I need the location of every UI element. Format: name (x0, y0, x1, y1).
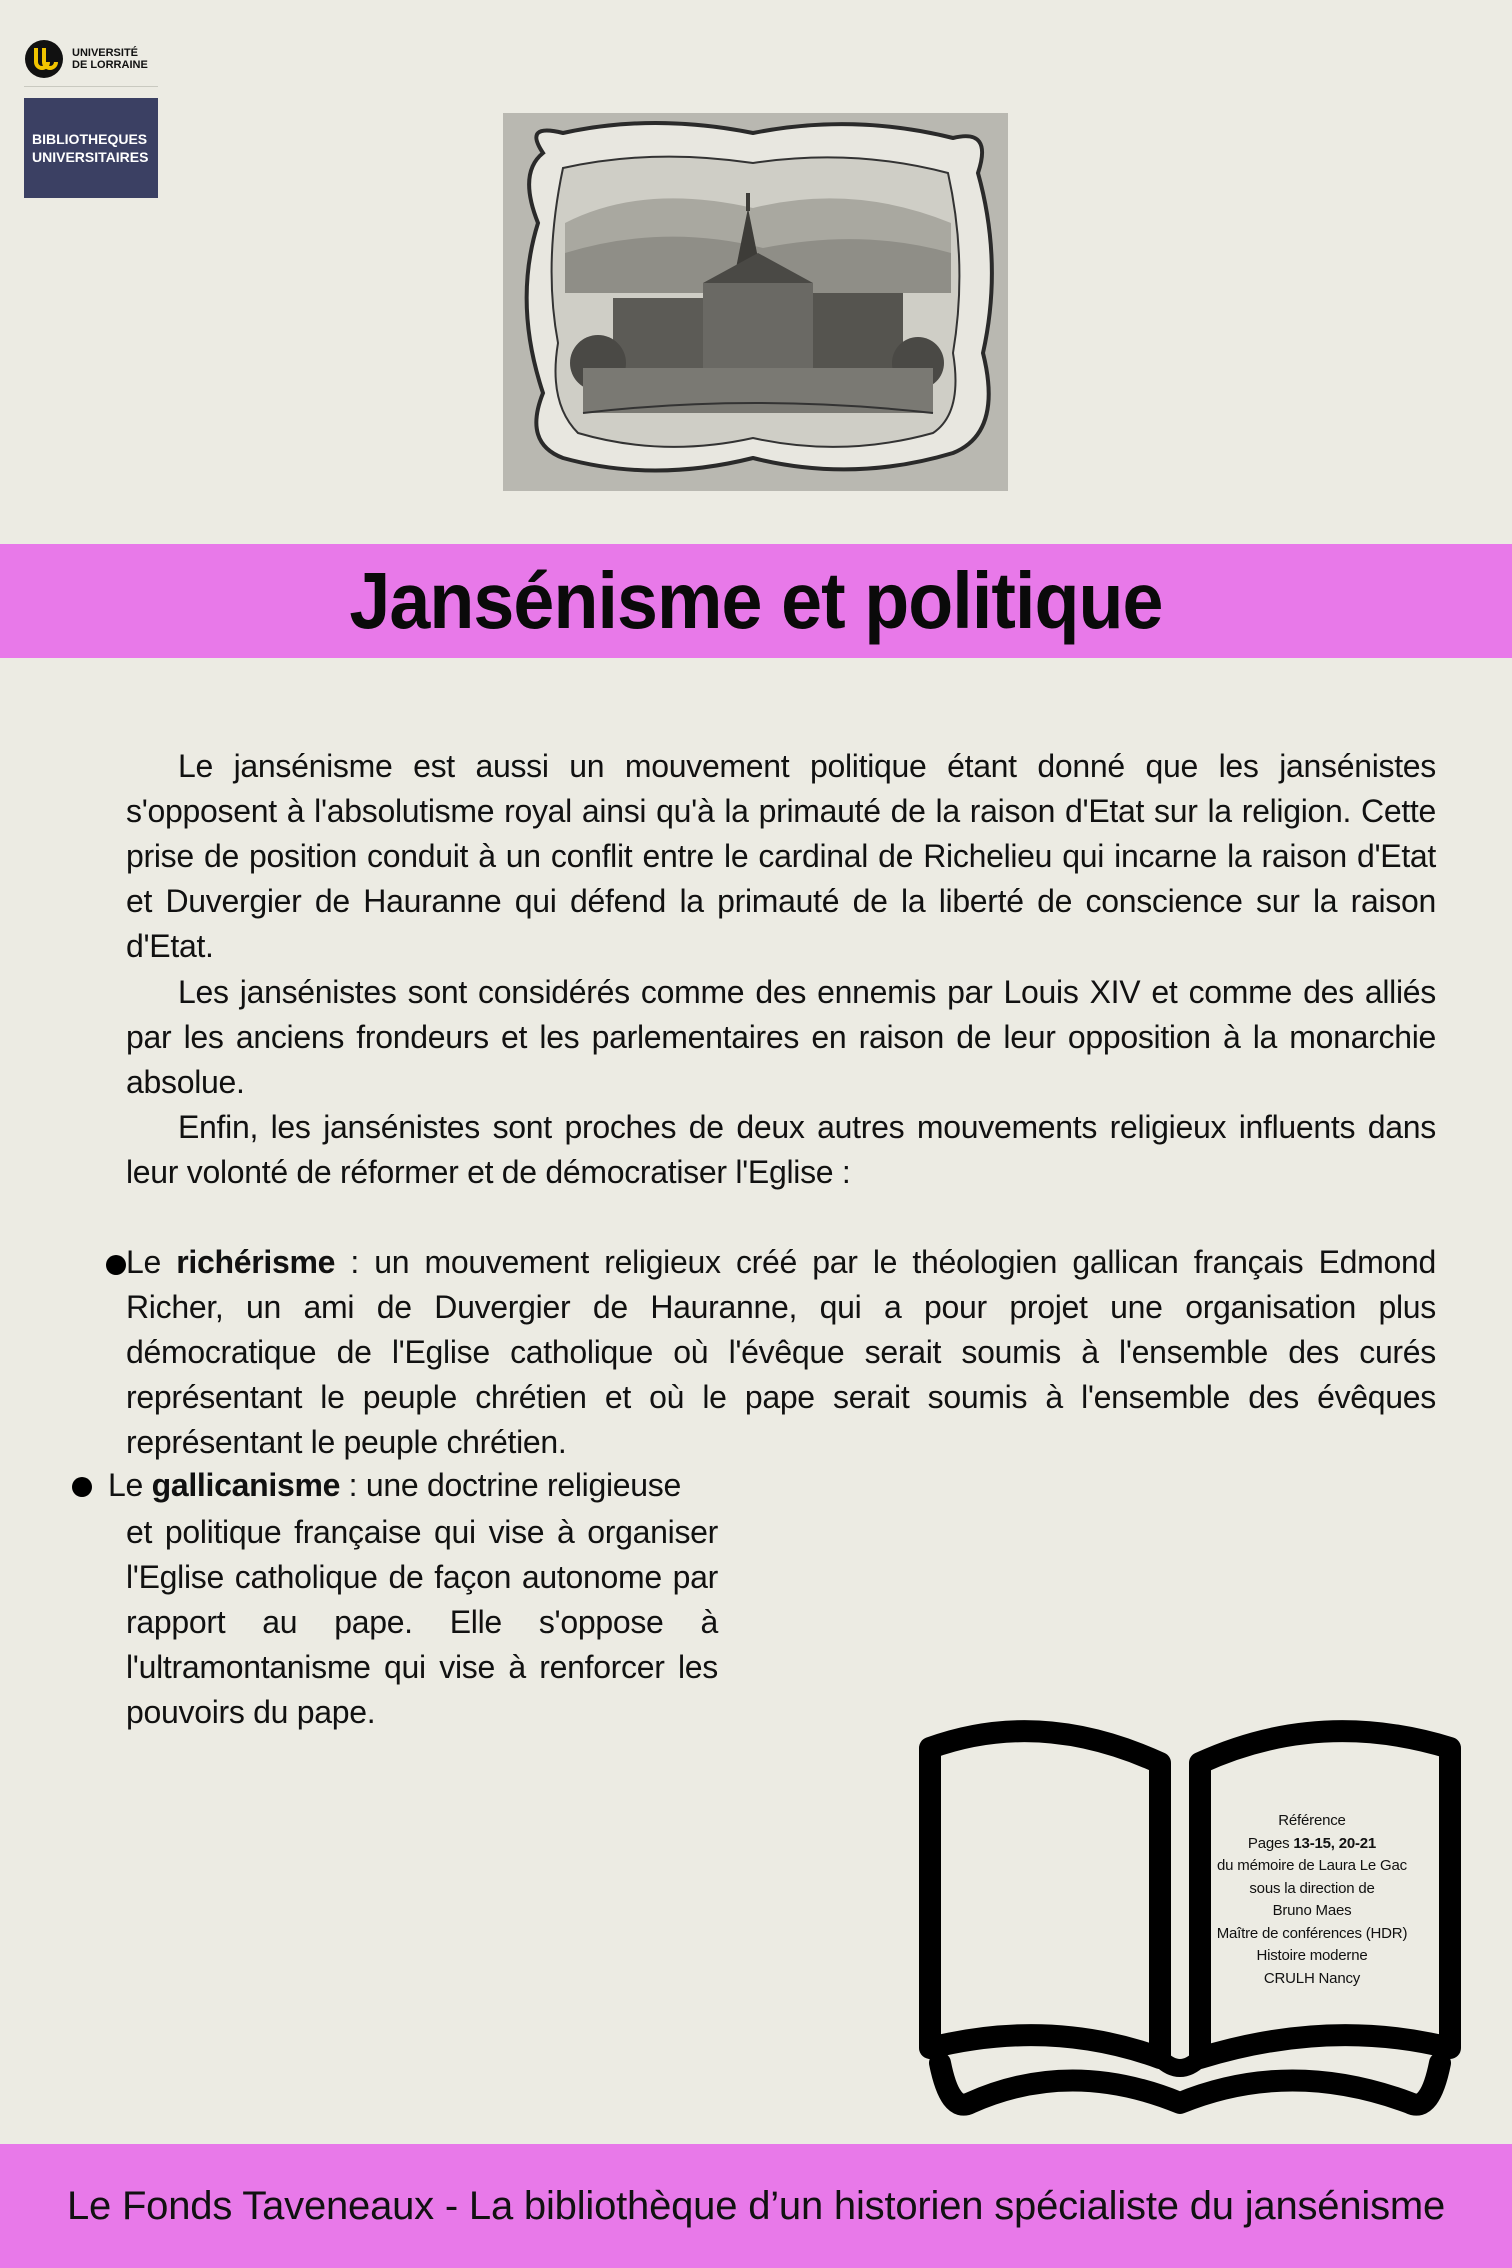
abbey-engraving-image (503, 113, 1008, 491)
reference-pages-value: 13-15, 20-21 (1293, 1834, 1377, 1852)
reference-lab: CRULH Nancy (1263, 1969, 1361, 1987)
paragraph-politique (126, 744, 1436, 969)
reference-director-name: Bruno Maes (1272, 1902, 1352, 1919)
logo-divider (24, 86, 158, 87)
reference-heading: Référence (1278, 1812, 1346, 1829)
bullet-term-richerisme: richérisme (176, 1244, 336, 1280)
paragraph-1-text: Le jansénisme est aussi un mouvement politique étant donné que les jansénistes s'opposent à l'absolutisme royal ainsi qu'à la primauté de la raison d'Etat sur la religion. Cette prise de position conduit à un conflit entre le cardinal de Richelieu qui incarne la raison d'Etat et Duvergier de Hauranne qui défend la primauté de la liberté de conscience sur la raison d'Etat. (126, 748, 1436, 964)
university-name-line2: DE LORRAINE (72, 59, 148, 71)
bullet-dot-icon (106, 1255, 126, 1275)
page-title: Jansénisme et politique (349, 556, 1163, 645)
bullet-term-gallicanisme: gallicanisme (151, 1467, 341, 1503)
paragraph-mouvements (126, 1105, 1436, 1195)
bullet-dot-icon (72, 1477, 92, 1497)
reference-memoire: du mémoire de Laura Le Gac (1217, 1857, 1407, 1874)
bullet-text-gallicanisme-line1: : une doctrine religieuse (340, 1467, 681, 1503)
bullet-gallicanisme (108, 1463, 718, 1735)
footer-band (0, 2144, 1512, 2268)
reference-block (1198, 1810, 1426, 1990)
paragraph-2-text: Les jansénistes sont considérés comme des ennemis par Louis XIV et comme des alliés par les anciens frondeurs et les parlementaires en raison de leur opposition à la monarchie absolue. (126, 974, 1436, 1100)
footer-text: Le Fonds Taveneaux - La bibliothèque d’un historien spécialiste du jansénisme (66, 2183, 1446, 2228)
university-name-line1: UNIVERSITÉ (72, 47, 139, 59)
bibliotheques-universitaires-logo (24, 98, 158, 198)
bullet-prefix: Le (126, 1244, 177, 1280)
bullet-gallicanisme-first-line (108, 1463, 718, 1508)
bu-logo-line1: BIBLIOTHEQUES (32, 131, 148, 147)
reference-director-title: Maître de conférences (HDR) (1216, 1924, 1408, 1942)
reference-direction: sous la direction de (1249, 1879, 1375, 1897)
university-name (72, 47, 148, 71)
reference-pages (1198, 1833, 1426, 1856)
universite-de-lorraine-logo (24, 36, 164, 82)
reference-discipline: Histoire moderne (1256, 1947, 1368, 1964)
paragraph-louis-xiv (126, 970, 1436, 1105)
bullet-prefix: Le (108, 1467, 152, 1503)
title-band (0, 544, 1512, 658)
ul-emblem-icon (24, 39, 64, 79)
reference-pages-label: Pages (1247, 1834, 1294, 1852)
bu-logo-line2: UNIVERSITAIRES (32, 149, 149, 165)
bullet-text-richerisme: : un mouvement religieux créé par le théologien gallican français Edmond Richer, un ami de Duvergier de Hauranne, qui a pour projet une organisation plus démocratique de l'Eglise catholique où l'évêque serait soumis à l'ensemble des curés représentant le peuple chrétien et où le pape serait soumis à l'ensemble des évêques représentant le peuple chrétien. (126, 1244, 1436, 1460)
bullet-text-gallicanisme: et politique française qui vise à organiser l'Eglise catholique de façon autonome par rapport au pape. Elle s'oppose à l'ultramontanisme qui vise à renforcer les pouvoirs du pape. (126, 1514, 718, 1730)
paragraph-3-text: Enfin, les jansénistes sont proches de deux autres mouvements religieux influents dans leur volonté de réformer et de démocratiser l'Eglise : (126, 1109, 1436, 1190)
bullet-richerisme (126, 1240, 1436, 1465)
